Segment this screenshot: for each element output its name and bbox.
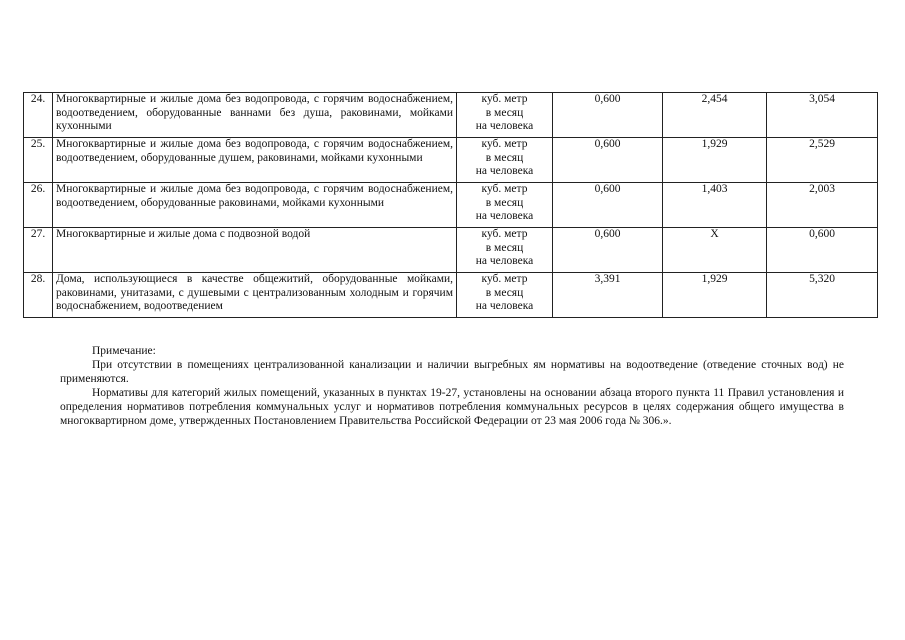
norms-table <box>23 92 878 318</box>
unit-line: куб. метр <box>481 183 528 195</box>
table-row <box>24 138 878 183</box>
value-hot-water: Х <box>663 228 767 273</box>
value-total: 3,054 <box>767 93 878 138</box>
row-description: Многоквартирные и жилые дома с подвозной водой <box>53 228 457 273</box>
row-unit <box>457 183 553 228</box>
unit-line: в месяц <box>485 241 524 254</box>
table-row <box>24 273 878 318</box>
row-number: 27. <box>24 228 53 273</box>
row-description: Многоквартирные и жилые дома без водопровода, с горячим водоснабжением, водоотведением, оборудованные раковинами, мойками кухонными <box>53 183 457 228</box>
value-hot-water: 2,454 <box>663 93 767 138</box>
note-paragraph: Нормативы для категорий жилых помещений, указанных в пунктах 19-27, установлены на основании абзаца второго пункта 11 Правил установления и определения нормативов потребления коммунальных услуг и нормативов потребления коммунальных ресурсов в целях содержания общего имущества в многоквартирном доме, утвержденных Постановлением Правительства Российской Федерации от 23 мая 2006 года № 306.». <box>60 387 844 427</box>
unit-line: в месяц <box>485 151 524 164</box>
value-cold-water: 0,600 <box>553 228 663 273</box>
value-cold-water: 0,600 <box>553 183 663 228</box>
note-paragraph: При отсутствии в помещениях централизованной канализации и наличии выгребных ям нормативы на водоотведение (отведение сточных вод) не применяются. <box>60 359 844 385</box>
value-total: 2,003 <box>767 183 878 228</box>
row-description: Многоквартирные и жилые дома без водопровода, с горячим водоснабжением, водоотведением, оборудованные ваннами без душа, раковинами, мойками кухонными <box>53 93 457 138</box>
unit-line: на человека <box>475 210 534 222</box>
unit-line: в месяц <box>485 196 524 209</box>
unit-line: на человека <box>475 255 534 267</box>
row-number: 24. <box>24 93 53 138</box>
notes-title: Примечание: <box>92 345 156 357</box>
value-hot-water: 1,403 <box>663 183 767 228</box>
norms-table-body <box>24 93 878 318</box>
row-number: 28. <box>24 273 53 318</box>
row-unit <box>457 93 553 138</box>
unit-line: куб. метр <box>481 138 528 150</box>
value-total: 5,320 <box>767 273 878 318</box>
row-number: 25. <box>24 138 53 183</box>
value-cold-water: 3,391 <box>553 273 663 318</box>
table-row <box>24 183 878 228</box>
unit-line: на человека <box>475 120 534 132</box>
value-cold-water: 0,600 <box>553 138 663 183</box>
unit-line: на человека <box>475 300 534 312</box>
value-total: 2,529 <box>767 138 878 183</box>
unit-line: на человека <box>475 165 534 177</box>
value-hot-water: 1,929 <box>663 138 767 183</box>
unit-line: куб. метр <box>481 273 528 285</box>
table-row <box>24 93 878 138</box>
value-hot-water: 1,929 <box>663 273 767 318</box>
unit-line: куб. метр <box>481 228 528 240</box>
row-unit <box>457 228 553 273</box>
row-unit <box>457 273 553 318</box>
row-number: 26. <box>24 183 53 228</box>
unit-line: в месяц <box>485 286 524 299</box>
notes-section <box>60 344 844 428</box>
unit-line: куб. метр <box>481 93 528 105</box>
row-description: Многоквартирные и жилые дома без водопровода, с горячим водоснабжением, водоотведением, оборудованные душем, раковинами, мойками кухонными <box>53 138 457 183</box>
table-row <box>24 228 878 273</box>
value-cold-water: 0,600 <box>553 93 663 138</box>
row-description: Дома, использующиеся в качестве общежитий, оборудованные мойками, раковинами, унитазами, с душевыми с централизованным холодным и горячим водоснабжением, водоотведением <box>53 273 457 318</box>
unit-line: в месяц <box>485 106 524 119</box>
value-total: 0,600 <box>767 228 878 273</box>
row-unit <box>457 138 553 183</box>
